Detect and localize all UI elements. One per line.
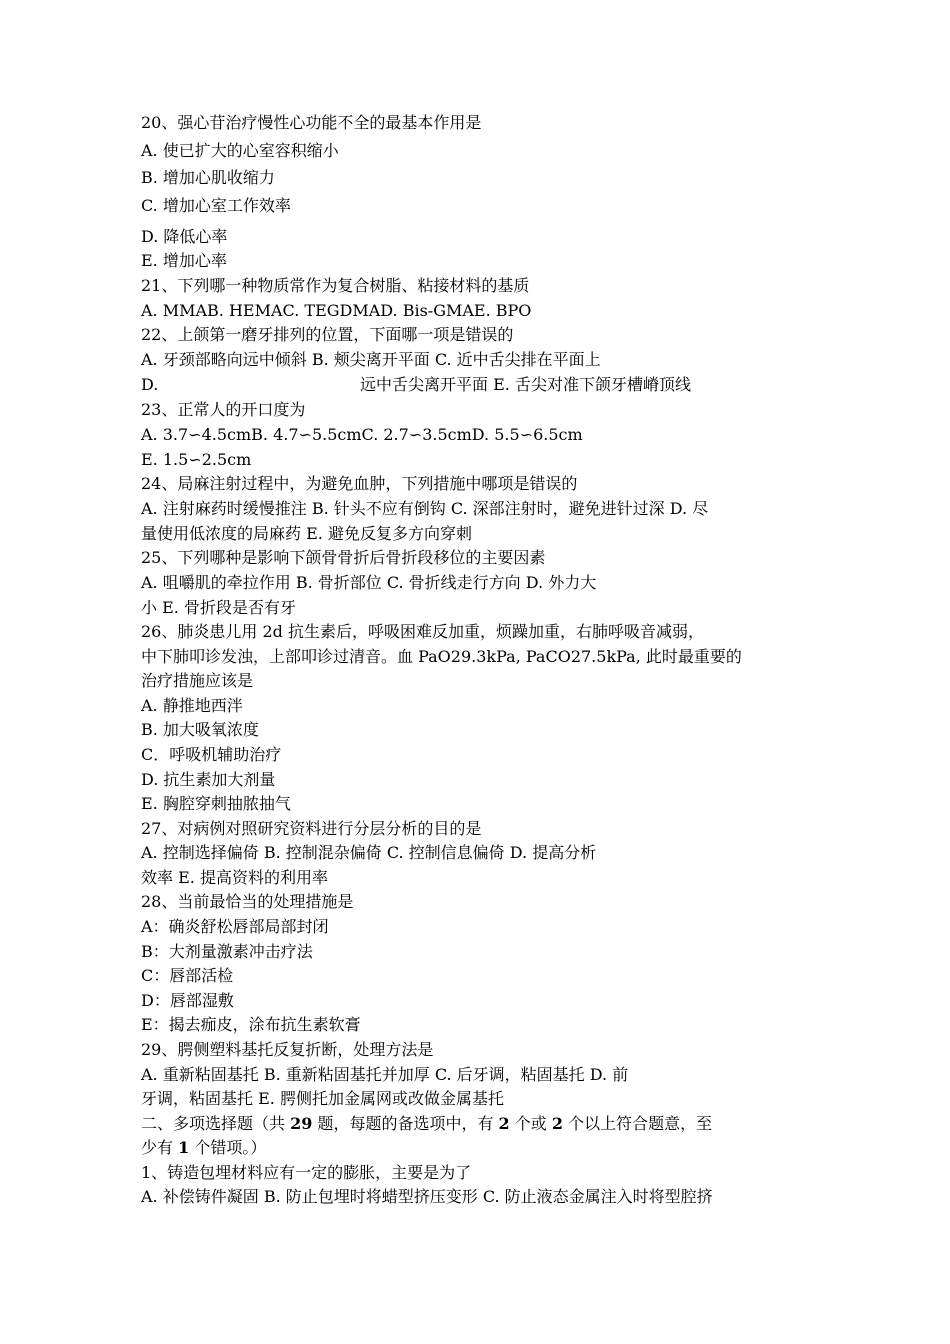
section-2-count: 29 [290,1114,313,1133]
option-line: 效率 E. 提高资料的利用率 [141,868,328,887]
option-line: 远中舌尖离开平面 E. 舌尖对准下颌牙槽嵴顶线 [360,375,691,394]
option-line: A. 重新粘固基托 B. 重新粘固基托并加厚 C. 后牙调，粘固基托 D. 前 [141,1065,629,1084]
option-line: E. 胸腔穿刺抽脓抽气 [141,794,291,813]
option-line: B. 加大吸氧浓度 [141,720,259,739]
section-2-heading [141,1113,712,1135]
option-line: A. 补偿铸件凝固 B. 防止包埋时将蜡型挤压变形 C. 防止液态金属注入时将型腔挤 [141,1187,713,1206]
option-line: A. 使已扩大的心室容积缩小 [141,141,339,160]
option-line: 量使用低浓度的局麻药 E. 避免反复多方向穿刺 [141,524,472,543]
option-line: A. 控制选择偏倚 B. 控制混杂偏倚 C. 控制信息偏倚 D. 提高分析 [141,843,597,862]
section-2-text: 个错项。） [189,1138,267,1157]
question-27-stem: 27、对病例对照研究资料进行分层分析的目的是 [141,819,482,838]
option-line: E：揭去痂皮，涂布抗生素软膏 [141,1015,361,1034]
section-2-text: 二、多项选择题（共 [141,1114,291,1133]
option-line: B：大剂量激素冲击疗法 [141,942,313,961]
option-line: C：唇部活检 [141,966,234,985]
option-line: B. 增加心肌收缩力 [141,168,275,187]
section-2-text: 题，每题的备选项中，有 [312,1114,499,1133]
option-line: C．呼吸机辅助治疗 [141,745,282,764]
option-line: E. 1.5∽2.5cm [141,450,252,469]
option-line: A. 3.7∽4.5cmB. 4.7∽5.5cmC. 2.7∽3.5cmD. 5.5∽6.5cm [141,425,583,444]
question-21-stem: 21、下列哪一种物质常作为复合树脂、粘接材料的基质 [141,276,530,295]
section-2-number: 2 [498,1114,510,1133]
option-line: C. 增加心室工作效率 [141,196,291,215]
option-line: A. 咀嚼肌的牵拉作用 B. 骨折部位 C. 骨折线走行方向 D. 外力大 [141,573,597,592]
multi-question-1-stem: 1、铸造包埋材料应有一定的膨胀，主要是为了 [141,1163,472,1182]
option-line: 小 E. 骨折段是否有牙 [141,598,296,617]
option-line: D. 抗生素加大剂量 [141,770,276,789]
section-2-number: 1 [178,1138,190,1157]
option-line: A. MMAB. HEMAC. TEGDMAD. Bis-GMAE. BPO [141,301,532,320]
question-29-stem: 29、腭侧塑料基托反复折断，处理方法是 [141,1040,434,1059]
option-line: 牙调，粘固基托 E. 腭侧托加金属网或改做金属基托 [141,1089,504,1108]
option-line: D. 降低心率 [141,227,228,246]
question-26-stem: 中下肺叩诊发浊，上部叩诊过清音。血 PaO29.3kPa, PaCO27.5kPa, 此时最重要的 [141,647,742,666]
option-line: A. 注射麻药时缓慢推注 B. 针头不应有倒钩 C. 深部注射时，避免进针过深 D. 尽 [141,499,709,518]
option-line: D：唇部湿敷 [141,991,234,1010]
option-label-d: D. [141,375,159,394]
question-22-stem: 22、上颌第一磨牙排列的位置，下面哪一项是错误的 [141,325,514,344]
option-line: A. 静推地西泮 [141,696,243,715]
question-28-stem: 28、当前最恰当的处理措施是 [141,892,354,911]
section-2-text: 个或 [509,1114,552,1133]
option-line: A：确炎舒松唇部局部封闭 [141,917,329,936]
question-25-stem: 25、下列哪种是影响下颌骨骨折后骨折段移位的主要因素 [141,548,546,567]
question-24-stem: 24、局麻注射过程中，为避免血肿，下列措施中哪项是错误的 [141,474,578,493]
question-20-stem: 20、强心苷治疗慢性心功能不全的最基本作用是 [141,113,482,132]
option-line: A. 牙颈部略向远中倾斜 B. 颊尖离开平面 C. 近中舌尖排在平面上 [141,350,601,369]
question-26-stem: 26、肺炎患儿用 2d 抗生素后，呼吸困难反加重，烦躁加重，右肺呼吸音减弱， [141,622,704,641]
option-line: E. 增加心率 [141,251,227,270]
section-2-text: 少有 [141,1138,179,1157]
question-26-stem: 治疗措施应该是 [141,671,254,690]
question-23-stem: 23、正常人的开口度为 [141,400,306,419]
section-2-number: 2 [551,1114,564,1133]
section-2-heading-cont [141,1137,266,1159]
section-2-text: 个以上符合题意，至 [563,1114,713,1133]
